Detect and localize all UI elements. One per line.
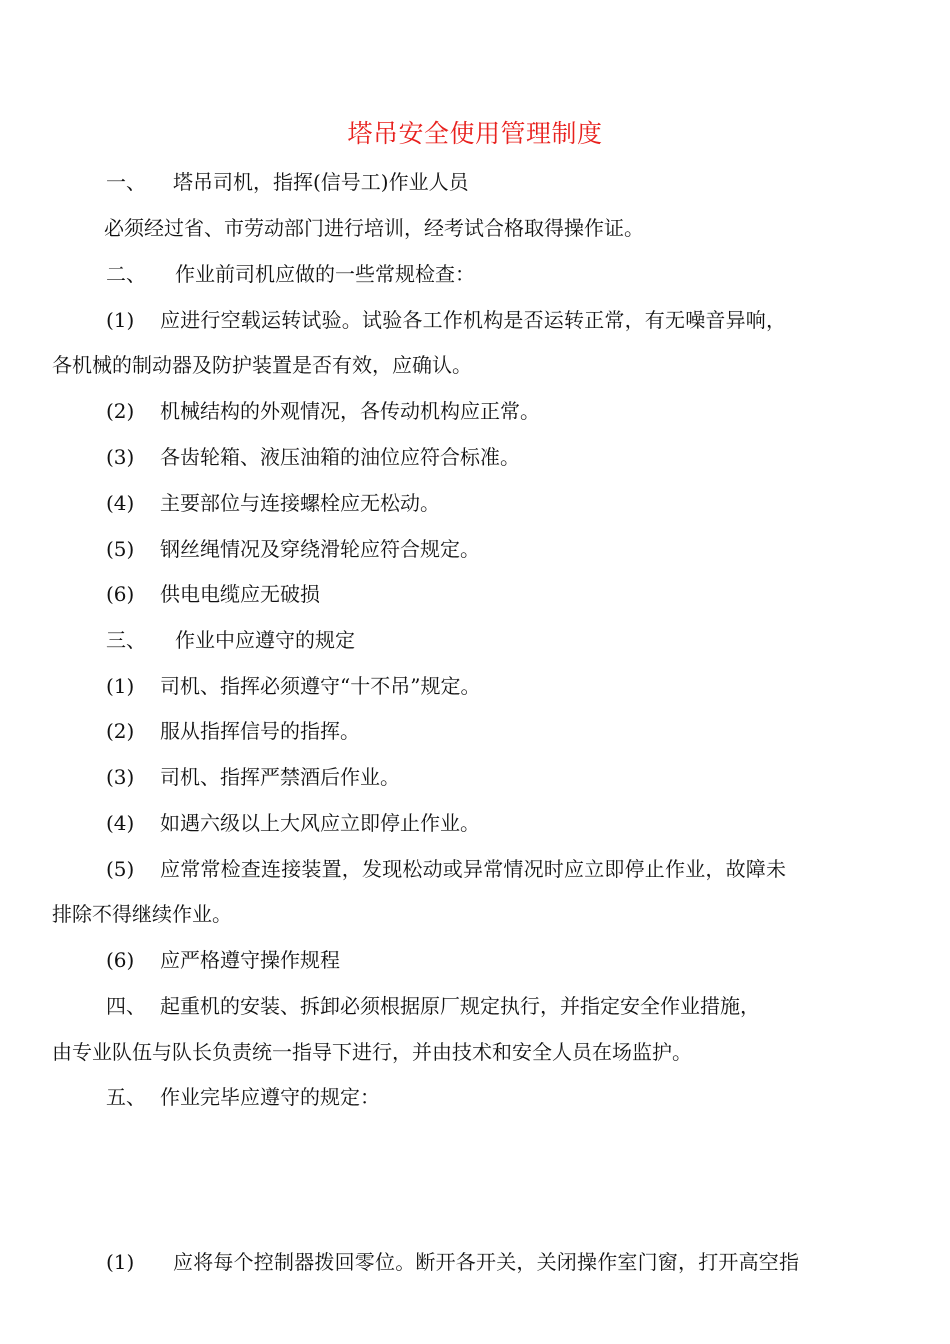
item-text: 应常常检查连接装置，发现松动或异常情况时应立即停止作业，故障未 — [160, 857, 787, 881]
item-marker: (4) — [106, 811, 135, 835]
list-item — [106, 535, 480, 563]
list-item — [106, 763, 400, 791]
item-marker: (6) — [106, 582, 135, 606]
section-marker: 三、 — [106, 628, 146, 652]
item-text: 应进行空载运转试验。试验各工作机构是否运转正常，有无噪音异响， — [160, 308, 787, 332]
section-text: 起重机的安装、拆卸必须根据原厂规定执行，并指定安全作业措施， — [160, 994, 760, 1018]
item-text: 司机、指挥严禁酒后作业。 — [160, 765, 400, 789]
section-text: 作业前司机应做的一些常规检查： — [175, 262, 475, 286]
item-marker: (1) — [106, 1250, 135, 1274]
section-text: 作业完毕应遵守的规定： — [160, 1085, 380, 1109]
item-text: 应严格遵守操作规程 — [160, 948, 340, 972]
document-title: 塔吊安全使用管理制度 — [347, 119, 603, 148]
item-text: 主要部位与连接螺栓应无松动。 — [160, 491, 440, 515]
item-marker: (5) — [106, 537, 135, 561]
list-item — [106, 306, 786, 334]
section-heading-1 — [106, 168, 469, 196]
item-marker: (1) — [106, 308, 135, 332]
section-marker: 四、 — [106, 994, 146, 1018]
section-heading-2 — [106, 260, 475, 288]
section-heading-3 — [106, 626, 355, 654]
list-item — [106, 946, 340, 974]
paragraph-line — [104, 214, 644, 242]
item-text: 机械结构的外观情况，各传动机构应正常。 — [160, 399, 540, 423]
item-text: 供电电缆应无破损 — [160, 582, 320, 606]
item-marker: (1) — [106, 674, 135, 698]
item-marker: (2) — [106, 719, 135, 743]
paragraph-text: 排除不得继续作业。 — [52, 902, 232, 926]
paragraph-text: 各机械的制动器及防护装置是否有效，应确认。 — [52, 353, 472, 377]
section-marker: 五、 — [106, 1085, 146, 1109]
item-marker: (3) — [106, 445, 135, 469]
list-item — [106, 489, 440, 517]
section-marker: 一、 — [106, 170, 146, 194]
item-text: 钢丝绳情况及穿绕滑轮应符合规定。 — [160, 537, 480, 561]
list-item — [106, 855, 786, 883]
list-item — [106, 1248, 799, 1276]
paragraph-line — [52, 1038, 692, 1066]
list-item — [106, 397, 540, 425]
paragraph-line — [52, 900, 232, 928]
item-marker: (3) — [106, 765, 135, 789]
list-item — [106, 672, 480, 700]
section-heading-4 — [106, 992, 760, 1020]
item-text: 各齿轮箱、液压油箱的油位应符合标准。 — [160, 445, 520, 469]
item-text: 司机、指挥必须遵守“十不吊”规定。 — [160, 674, 481, 698]
item-text: 应将每个控制器拨回零位。断开各开关，关闭操作室门窗，打开高空指 — [173, 1250, 800, 1274]
section-text: 塔吊司机，指挥(信号工)作业人员 — [173, 170, 469, 194]
paragraph-text: 必须经过省、市劳动部门进行培训，经考试合格取得操作证。 — [104, 216, 644, 240]
paragraph-line — [52, 351, 472, 379]
section-text: 作业中应遵守的规定 — [175, 628, 355, 652]
list-item — [106, 443, 520, 471]
list-item — [106, 580, 320, 608]
item-text: 服从指挥信号的指挥。 — [160, 719, 360, 743]
section-heading-5 — [106, 1083, 380, 1111]
section-marker: 二、 — [106, 262, 146, 286]
item-marker: (4) — [106, 491, 135, 515]
item-marker: (2) — [106, 399, 135, 423]
item-marker: (5) — [106, 857, 135, 881]
item-marker: (6) — [106, 948, 135, 972]
list-item — [106, 717, 360, 745]
item-text: 如遇六级以上大风应立即停止作业。 — [160, 811, 480, 835]
list-item — [106, 809, 480, 837]
paragraph-text: 由专业队伍与队长负责统一指导下进行，并由技术和安全人员在场监护。 — [52, 1040, 692, 1064]
